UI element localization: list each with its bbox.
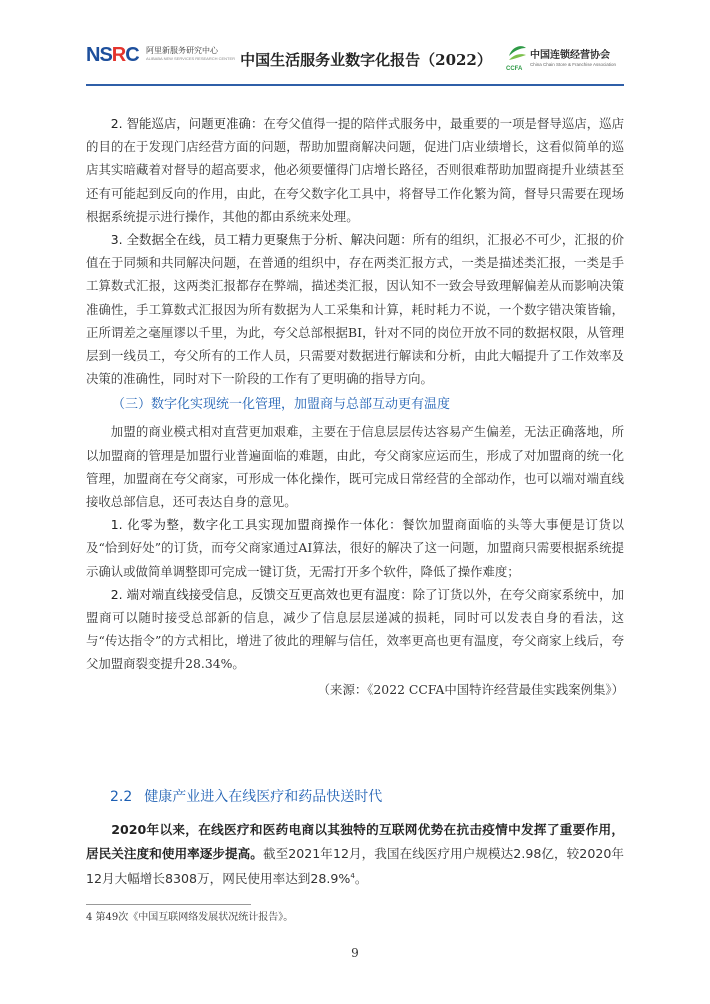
nsrc-logo-cn: 阿里新服务研究中心: [146, 46, 218, 55]
footnote-ref: 4: [350, 872, 355, 880]
section-body: [86, 818, 624, 891]
paragraph-franchise: 加盟的商业模式相对直营更加艰难，主要在于信息层层传达容易产生偏差，无法正确落地，所以加盟商的管理是加盟行业普遍面临的难题，由此，夸父商家应运而生，形成了对加盟商的统一化管理，加盟商在夸父商家，可形成一体化操作，既可完成日常经营的全部动作，也可以端对端直线接收总部信息，还可表达自身的意见。: [86, 424, 624, 510]
section-title: 健康产业进入在线医疗和药品快送时代: [144, 789, 383, 805]
paragraph-patrol: 2. 智能巡店，问题更准确：在夸父值得一提的陪伴式服务中，最重要的一项是督导巡店，巡店的目的在于发现门店经营方面的问题，帮助加盟商解决问题，促进门店业绩增长，这看似简单的巡店其实暗藏着对督导的超高要求，他必须要懂得门店增长路径，否则很难帮助加盟商提升业绩甚至还有可能起到反向的作用，由此，在夸父数字化工具中，将督导工作化繁为简，督导只需要在现场根据系统提示进行操作，其他的都由系统来处理。: [86, 116, 625, 224]
paragraph-lead: 3. 全数据全在线，员工精力更聚焦于分析、解决问题：: [110, 232, 413, 248]
paragraph-lead: 2. 智能巡店，问题更准确：: [110, 116, 264, 131]
nsrc-logo-ns: NS: [86, 44, 112, 66]
page-header: [86, 40, 624, 86]
section-heading: [110, 786, 382, 806]
ccfa-logo: [506, 42, 631, 76]
paragraph-online-medical: 2020年以来，在线医疗和医药电商以其独特的互联网优势在抗击疫情中发挥了重要作用，居民关注度和使用率逐步提高。截至2021年12月，我国在线医疗用户规模达2.98亿，较2020年12月大幅增长8308万，网民使用率达到28.9%$^4$。: [86, 822, 624, 887]
footnote-rule: [86, 904, 251, 905]
ccfa-mark-text: CCFA: [506, 66, 523, 72]
ccfa-logo-en: China Chain Store & Franchise Association: [530, 62, 617, 67]
paragraph-integration: 1. 化零为整，数字化工具实现加盟商操作一体化：餐饮加盟商面临的头等大事便是订货以及“恰到好处”的订货，而夸父商家通过AI算法，很好的解决了这一问题，加盟商只需要根据系统提示确认或做简单调整即可完成一键订货，无需打开多个软件，降低了操作难度；: [86, 517, 625, 579]
source-citation: （来源：《2022 CCFA中国特许经营最佳实践案例集》）: [317, 681, 624, 697]
page-number: 9: [351, 946, 359, 960]
paragraph-lead: 1. 化零为整，数字化工具实现加盟商操作一体化：: [110, 517, 403, 533]
paragraph-data-online: 3. 全数据全在线，员工精力更聚焦于分析、解决问题：所有的组织，汇报必不可少，汇报的价值在于同频和共同解决问题，在普通的组织中，存在两类汇报方式，一类是描述类汇报，一类是手工算数式汇报，这两类汇报都存在弊端，描述类汇报，因认知不一致会导致理解偏差从而影响决策准确性，手工算数式汇报因为所有数据为人工采集和计算，耗时耗力不说，一个数字错决策皆输，正所谓差之毫厘谬以千里，为此，夸父总部根据BI，针对不同的岗位开放不同的数据权限，从管理层到一线员工，夸父所有的工作人员，只需要对数据进行解读和分析，由此大幅提升了工作效率及决策的准确性，同时对下一阶段的工作有了更明确的指导方向。: [86, 232, 625, 387]
section-number: 2.2: [110, 789, 133, 805]
report-title: 中国生活服务业数字化报告（2022）: [240, 51, 492, 69]
paragraph-lead: 2. 端对端直线接受信息，反馈交互更高效也更有温度：: [110, 586, 413, 602]
sub-heading: （三）数字化实现统一化管理，加盟商与总部互动更有温度: [112, 397, 451, 413]
ccfa-leaf-icon: [506, 42, 528, 72]
header-rule: [86, 84, 624, 86]
nsrc-logo-r: R: [111, 44, 126, 66]
nsrc-logo-en: ALIBABA NEW SERVICES RESEARCH CENTER: [146, 56, 236, 61]
nsrc-logo-c: C: [125, 44, 139, 66]
paragraph-feedback: 2. 端对端直线接受信息，反馈交互更高效也更有温度：除了订货以外，在夸父商家系统中，加盟商可以随时接受总部新的信息，减少了信息层层递减的损耗，同时可以发表自身的看法，这与“传达指令”的方式相比，增进了彼此的理解与信任，效率更高也更有温度，夸父商家上线后，夸父加盟商裂变提升28.34%。: [86, 586, 625, 672]
nsrc-logo: [86, 44, 236, 74]
ccfa-logo-cn: 中国连锁经营协会: [530, 50, 610, 61]
case-study-body: [86, 112, 624, 702]
footnote: 4 第49次《中国互联网络发展状况统计报告》。: [86, 912, 294, 923]
